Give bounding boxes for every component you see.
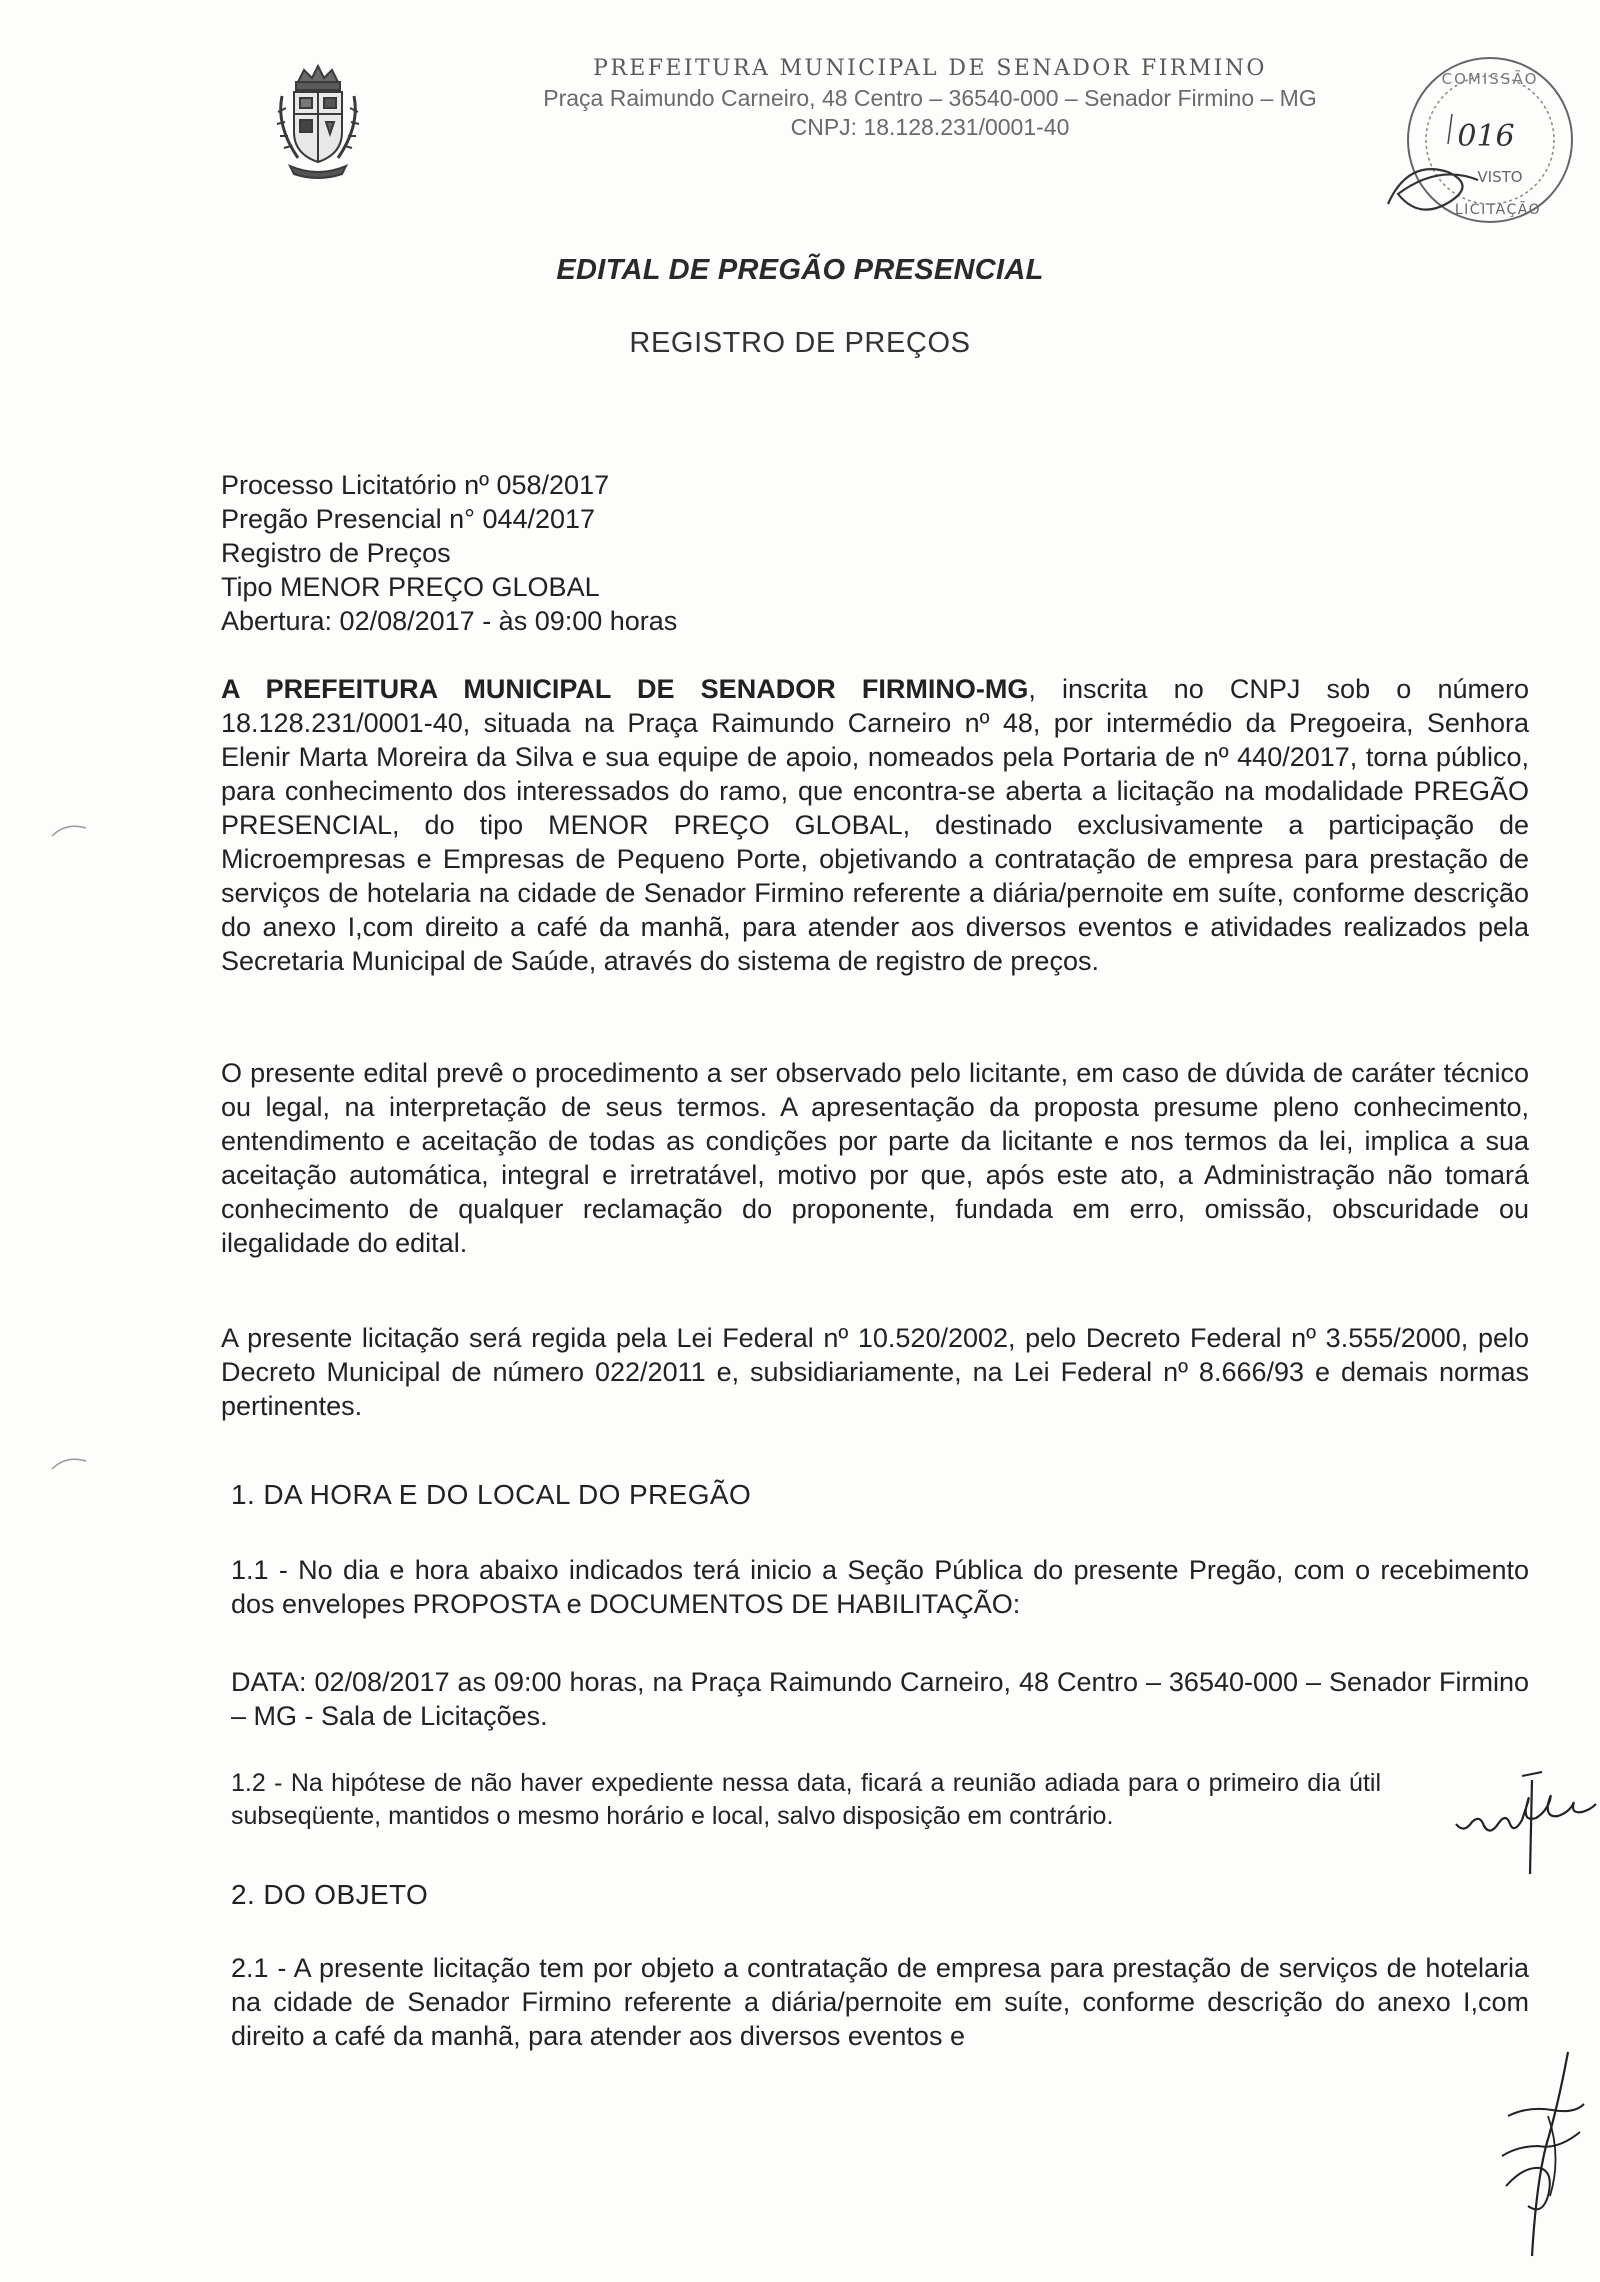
stamp-number: 016 (1457, 119, 1515, 154)
document-subtitle: REGISTRO DE PREÇOS (629, 327, 971, 359)
session-date-location: DATA: 02/08/2017 as 09:00 horas, na Praça Raimundo Carneiro, 48 Centro – 36540-000 – Senador Firmino – MG - Sala de Licitações. (231, 1667, 1529, 1731)
item-1-1: 1.1 - No dia e hora abaixo indicados terá inicio a Seção Pública do presente Pregão, com o recebimento dos envelopes PROPOSTA e DOCUMENTOS DE HABILITAÇÃO: (231, 1555, 1529, 1619)
letterhead (430, 56, 1430, 141)
pregao-number: Pregão Presencial n° 044/2017 (221, 504, 596, 534)
municipality-cnpj: CNPJ: 18.128.231/0001-40 (790, 114, 1070, 140)
bid-type: Tipo MENOR PREÇO GLOBAL (221, 572, 600, 602)
item-1-2: 1.2 - Na hipótese de não haver expediente nessa data, ficará a reunião adiada para o primeiro dia útil subseqüente, mantidos o mesmo horário e local, salvo disposição em contrário. (231, 1769, 1381, 1830)
rubric-signature (1488, 2046, 1598, 2266)
municipality-name: PREFEITURA MUNICIPAL DE SENADOR FIRMINO (593, 56, 1267, 81)
legal-basis-paragraph: A presente licitação será regida pela Lei Federal nº 10.520/2002, pelo Decreto Federal nº 3.555/2000, pelo Decreto Municipal de número 022/2011 e, subsidiariamente, na Lei Federal nº 8.666/93 e demais normas pertinentes. (221, 1323, 1529, 1421)
stamp-center-text: VISTO (1477, 168, 1523, 186)
initials-signature (1450, 1762, 1600, 1882)
intro-paragraph (221, 672, 1529, 978)
section-2-heading: 2. DO OBJETO (231, 1879, 429, 1910)
section-1-heading: 1. DA HORA E DO LOCAL DO PREGÃO (231, 1479, 752, 1510)
intro-entity-name: A PREFEITURA MUNICIPAL DE SENADOR FIRMINO-MG (221, 674, 1029, 704)
document-title: EDITAL DE PREGÃO PRESENCIAL (556, 254, 1044, 286)
municipality-address: Praça Raimundo Carneiro, 48 Centro – 36540-000 – Senador Firmino – MG (543, 85, 1317, 111)
procedure-paragraph: O presente edital prevê o procedimento a ser observado pelo licitante, em caso de dúvida de caráter técnico ou legal, na interpretação de seus termos. A apresentação da proposta presume pleno conhecimento, entendimento e aceitação de todas as condições por parte da licitante e nos termos da lei, implica a sua aceitação automática, integral e irretratável, motivo por que, após este ato, a Administração não tomará conhecimento de qualquer reclamação do proponente, fundada em erro, omissão, obscuridade ou ilegalidade do edital. (221, 1058, 1529, 1258)
process-number: Processo Licitatório nº 058/2017 (221, 470, 610, 500)
commission-stamp (1368, 54, 1586, 230)
item-2-1: 2.1 - A presente licitação tem por objeto a contratação de empresa para prestação de serviços de hotelaria na cidade de Senador Firmino referente a diária/pernoite em suíte, conforme descrição do anexo I,com direito a café da manhã, para atender aos diversos eventos e (231, 1953, 1529, 2051)
punch-hole-mark (50, 820, 90, 840)
registry-type: Registro de Preços (221, 538, 451, 568)
punch-hole-mark (50, 1453, 90, 1473)
opening-date: Abertura: 02/08/2017 - às 09:00 horas (221, 606, 678, 636)
intro-paragraph-text: , inscrita no CNPJ sob o número 18.128.231/0001-40, situada na Praça Raimundo Carneiro nº 48, por intermédio da Pregoeira, Senhora Elenir Marta Moreira da Silva e sua equipe de apoio, nomeados pela Portaria de nº 440/2017, torna público, para conhecimento dos interessados do ramo, que encontra-se aberta a licitação na modalidade PREGÃO PRESENCIAL, do tipo MENOR PREÇO GLOBAL, destinado exclusivamente a participação de Microempresas e Empresas de Pequeno Porte, objetivando a contratação de empresa para prestação de serviços de hotelaria na cidade de Senador Firmino referente a diária/pernoite em suíte, conforme descrição do anexo I,com direito a café da manhã, para atender aos diversos eventos e atividades realizados pela Secretaria Municipal de Saúde, através do sistema de registro de preços. (221, 674, 1529, 976)
process-info (221, 468, 1529, 638)
stamp-bottom-text: LICITAÇÃO (1454, 202, 1542, 218)
coat-of-arms-icon (268, 62, 368, 180)
stamp-top-text: COMISSÃO (1441, 70, 1539, 88)
